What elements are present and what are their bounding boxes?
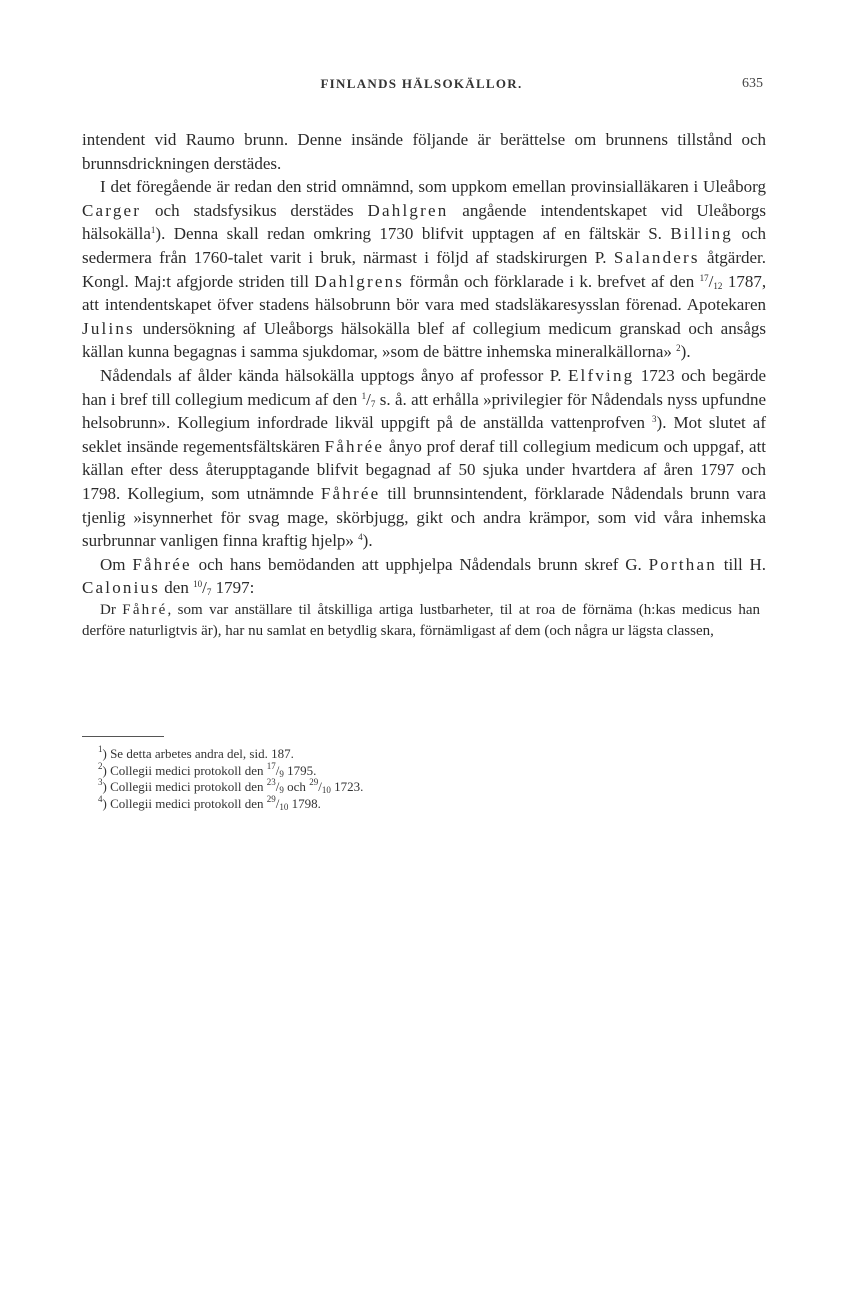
footnote-rule	[82, 736, 164, 737]
person-name: Porthan	[648, 554, 717, 574]
person-name: Calonius	[82, 578, 161, 598]
person-name: Julins	[82, 318, 135, 338]
person-name: Elfving	[567, 365, 635, 385]
person-name: Dahlgren	[367, 200, 449, 220]
footnote-2: $^2$) Collegii medici protokoll den $^{17}/_9$ 1795.	[98, 760, 317, 779]
person-name: Fåhrée	[320, 483, 381, 503]
footnote-4: $^4$) Collegii medici protokoll den $^{29}/_{10}$ 1798.	[98, 793, 321, 812]
person-name: Carger	[82, 200, 142, 220]
page-number: 635	[742, 76, 763, 91]
footnote-1: $^1$) Se detta arbetes andra del, sid. 187.	[98, 744, 294, 761]
paragraph-3: Nådendals af ålder kända hälsokälla upptogs ånyo af professor P. Elfving 1723 och begärde han i bref till collegium medicum af den $^1/_7$ s. å. att erhålla »privilegier för Nådendals nyss upfundne helsobrunn». Kollegium infordrade likväl uppgift på de anställda vattenprofven $^3$). Mot slutet af seklet insände regementsfältskären Fåhrée ånyo prof deraf till collegium medicum och uppgaf, att källan efter dess återupptagande blifvit begagnad af 50 sjuka under hvartdera af åren 1797 och 1798. Kollegium, som utnämnde Fåhrée till brunnsintendent, förklarade Nådendals brunn vara tjenlig »isynnerhet för svag mage, skörbjugg, gikt och andra krämpor, som vid våra inhemska surbrunnar vanligen finna kraftig hjelp» $^4$).	[82, 365, 767, 551]
person-name: Fåhrée	[132, 554, 192, 574]
running-head: FINLANDS HÄLSOKÄLLOR.	[320, 76, 523, 91]
date-fraction: $^{17}/_{12}$	[699, 271, 723, 291]
block-quote: Dr Fåhré, som var anställare til åtskilliga artiga lustbarheter, til at roa de förnäma (h:kas medicus han derföre naturligtvis är), har nu samlat en betydlig skara, förnämligast af dem (och några ur lägsta classen,	[82, 601, 760, 639]
person-name: Dahlgrens	[314, 271, 405, 291]
footnotes	[98, 746, 758, 812]
person-name: Fåhrée	[324, 436, 385, 456]
paragraph-4: Om Fåhrée och hans bemödanden att upphjelpa Nådendals brunn skref G. Porthan till H. Calonius den $^{10}/_7$ 1797:	[82, 554, 767, 598]
person-name: Fåhré	[122, 601, 168, 618]
footnote-ref[interactable]: 1	[150, 225, 156, 236]
paragraph-2: I det föregående är redan den strid omnämnd, som uppkom emellan provinsialläkaren i Uleåborg Carger och stadsfysikus derstädes Dahlgren angående intendentskapet vid Uleåborgs hälsokälla$^1$). Denna skall redan omkring 1730 blifvit upptagen af en fältskär S. Billing och sedermera från 1760-talet varit i bruk, närmast i följd af stadskirurgen P. Salanders åtgärder. Kongl. Maj:t afgjorde striden till Dahlgrens förmån och förklarade i k. brefvet af den $^{17}/_{12}$ 1787, att intendentskapet öfver stadens hälsobrunn bör vara med stadsläkaresysslan förenad. Apotekaren Julins undersökning af Uleåborgs hälsokälla blef af collegium medicum granskad och ansågs källan kunna begagnas i samma sjukdomar, »som de bättre inhemska mineralkällorna» $^2$).	[82, 177, 767, 362]
page-header	[0, 76, 843, 96]
person-name: Billing	[670, 224, 734, 244]
footnote-ref[interactable]: 2	[676, 343, 681, 354]
paragraph-1: intendent vid Raumo brunn. Denne insände följande är berättelse om brunnens tillstånd och brunnsdrickningen derstädes.	[82, 130, 766, 173]
body-text	[82, 128, 766, 642]
date-fraction: $^1/_7$	[361, 389, 376, 409]
footnote-3: $^3$) Collegii medici protokoll den $^{23}/_9$ och $^{29}/_{10}$ 1723.	[98, 777, 364, 795]
date-fraction: $^{10}/_7$	[193, 578, 212, 598]
footnote-ref[interactable]: 3	[652, 414, 657, 425]
person-name: Salanders	[613, 247, 700, 267]
footnote-ref[interactable]: 4	[358, 532, 363, 543]
